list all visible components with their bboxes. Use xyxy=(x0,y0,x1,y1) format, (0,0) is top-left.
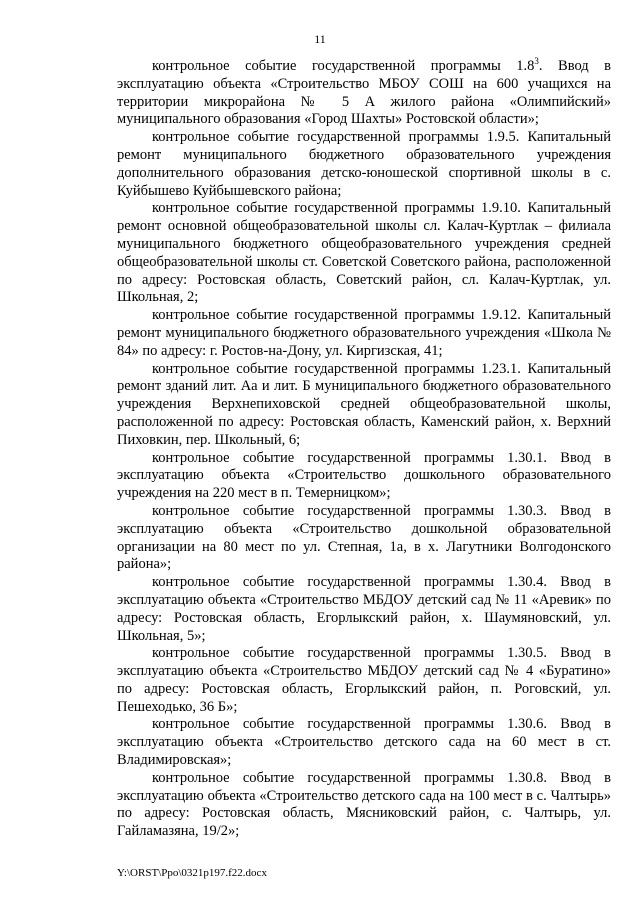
paragraph-event-1-23-1: контрольное событие государственной программы 1.23.1. Капитальный ремонт зданий лит. Аа и лит. Б муниципального бюджетного образовательного учреждения Верхнепиховской средней общеобразовательной школы, расположенной по адресу: Ростовская область, Каменский район, х. Верхний Пиховкин, пер. Школьный, 6; xyxy=(117,360,611,448)
footer-file-path: Y:\ORST\Ppo\0321p197.f22.docx xyxy=(117,867,267,879)
paragraph-event-1-9-12: контрольное событие государственной программы 1.9.12. Капитальный ремонт муниципального бюджетного образовательного учреждения «Школа № 84» по адресу: г. Ростов-на-Дону, ул. Киргизская, 41; xyxy=(117,307,611,359)
paragraph-event-1-9-10: контрольное событие государственной программы 1.9.10. Капитальный ремонт основной общеобразовательной школы сл. Калач-Куртлак – филиала муниципального бюджетного общеобразовательного учреждения средней общеобразовательной школы ст. Советской Советского района, расположенной по адресу: Ростовская область, Советский район, сл. Калач-Куртлак, ул. Школьная, 2; xyxy=(117,200,611,306)
paragraph-event-1-30-5: контрольное событие государственной программы 1.30.5. Ввод в эксплуатацию объекта «Строительство МБДОУ детский сад № 4 «Буратино» по адресу: Ростовская область, Егорлыкский район, п. Роговский, ул. Пешеходько, 36 Б»; xyxy=(117,645,611,715)
paragraph-event-1-30-6: контрольное событие государственной программы 1.30.6. Ввод в эксплуатацию объекта «Строительство детского сада на 60 мест в ст. Владимировская»; xyxy=(117,716,611,769)
document-body xyxy=(117,58,611,841)
paragraph-text-end: . Ввод в эксплуатацию объекта «Строительство МБОУ СОШ на 600 учащихся на территории микрорайона № 5 А жилого района «Олимпийский» муниципального образования «Город Шахты» Ростовской области»; xyxy=(117,58,612,128)
paragraph-event-1-30-4: контрольное событие государственной программы 1.30.4. Ввод в эксплуатацию объекта «Строительство МБДОУ детский сад № 11 «Аревик» по адресу: Ростовская область, Егорлыкский район, х. Шаумяновский, ул. Школьная, 5»; xyxy=(117,574,611,644)
paragraph-event-1-30-8: контрольное событие государственной программы 1.30.8. Ввод в эксплуатацию объекта «Строительство детского сада на 100 мест в с. Чалтырь» по адресу: Ростовская область, Мясниковский район, с. Чалтырь, ул. Гайламазяна, 19/2»; xyxy=(117,769,611,840)
paragraph-event-1-8-3 xyxy=(117,58,611,129)
paragraph-event-1-9-5: контрольное событие государственной программы 1.9.5. Капитальный ремонт муниципального бюджетного образовательного учреждения дополнительного образования детско-юношеской спортивной школы в с. Куйбышево Куйбышевского района; xyxy=(117,129,611,199)
superscript: 3 xyxy=(534,56,539,67)
page-number: 11 xyxy=(314,32,326,46)
paragraph-text-start: контрольное событие государственной программы 1.8 xyxy=(152,58,535,74)
paragraph-event-1-30-3: контрольное событие государственной программы 1.30.3. Ввод в эксплуатацию объекта «Строительство дошкольной образовательной организации на 80 мест по ул. Степная, 1а, в х. Лагутники Волгодонского района»; xyxy=(117,502,611,573)
paragraph-event-1-30-1: контрольное событие государственной программы 1.30.1. Ввод в эксплуатацию объекта «Строительство дошкольного образовательного учреждения на 220 мест в п. Темерницком»; xyxy=(117,449,611,502)
